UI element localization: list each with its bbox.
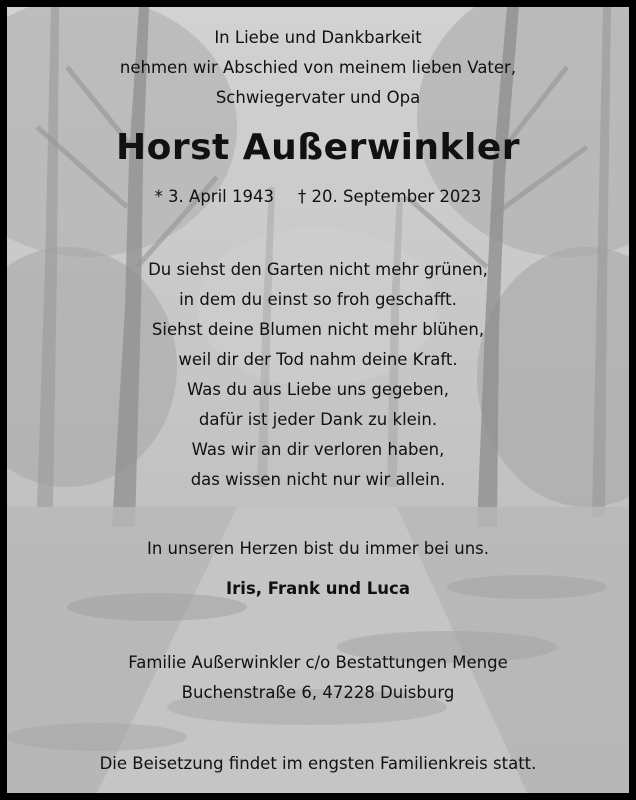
poem-line-7: Was wir an dir verloren haben, <box>191 440 445 459</box>
intro-line-3: Schwiegervater und Opa <box>215 88 421 107</box>
deceased-name: Horst Außerwinkler <box>115 127 520 168</box>
poem-line-1: Du siehst den Garten nicht mehr grünen, <box>148 260 488 279</box>
birth-date: * 3. April 1943 <box>154 187 274 206</box>
poem-line-3: Siehst deine Blumen nicht mehr blühen, <box>151 320 485 339</box>
mourners-signature: Iris, Frank und Luca <box>226 579 410 598</box>
address-line-1: Familie Außerwinkler c/o Bestattungen Menge <box>128 653 508 672</box>
poem-line-4: weil dir der Tod nahm deine Kraft. <box>178 350 458 369</box>
address-line-2: Buchenstraße 6, 47228 Duisburg <box>181 683 455 702</box>
poem-line-5: Was du aus Liebe uns gegeben, <box>187 380 449 399</box>
notice-text <box>7 7 629 793</box>
poem-line-6: dafür ist jeder Dank zu klein. <box>198 410 438 429</box>
burial-note: Die Beisetzung findet im engsten Familienkreis statt. <box>99 754 537 773</box>
poem-line-8: das wissen nicht nur wir allein. <box>190 470 446 489</box>
death-date: † 20. September 2023 <box>298 187 482 206</box>
poem-line-2: in dem du einst so froh geschafft. <box>179 290 457 309</box>
intro-line-1: In Liebe und Dankbarkeit <box>214 28 422 47</box>
intro-line-2: nehmen wir Abschied von meinem lieben Vater, <box>119 58 517 77</box>
life-dates <box>7 187 629 206</box>
closing-line: In unseren Herzen bist du immer bei uns. <box>146 539 490 558</box>
